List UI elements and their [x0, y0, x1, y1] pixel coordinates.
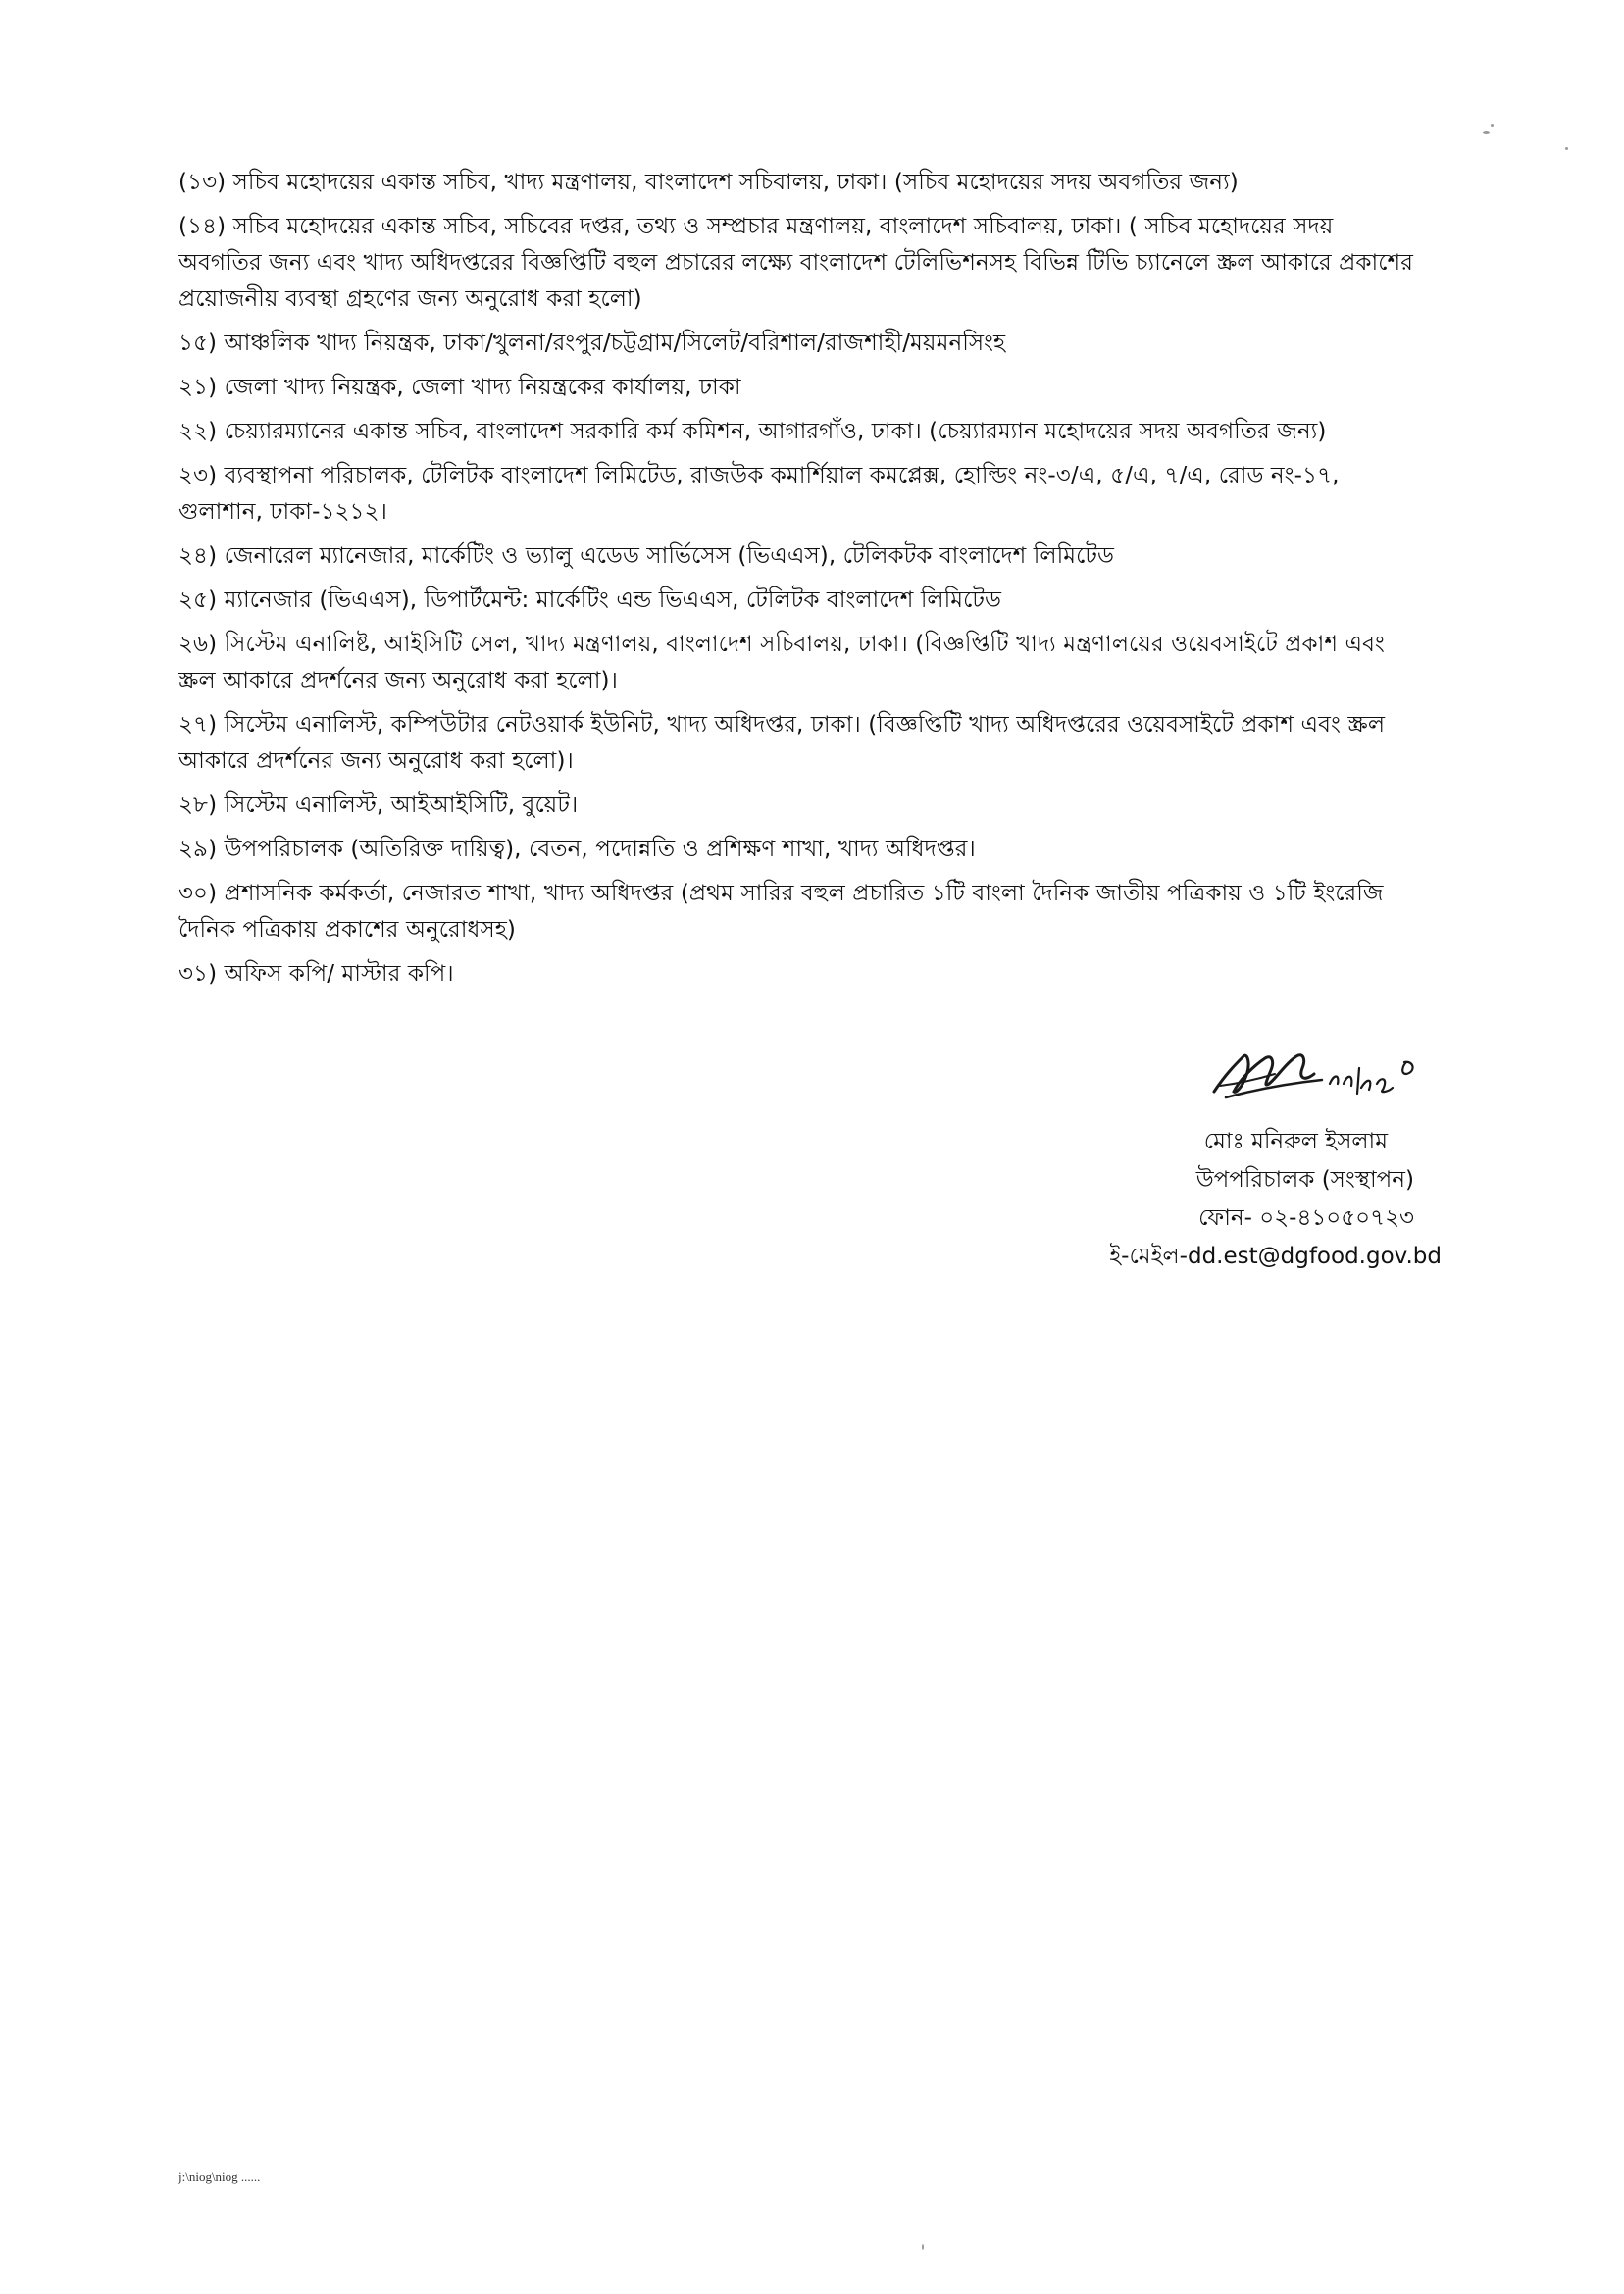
signatory-phone: ফোন- ০২-৪১০৫০৭২৩	[1198, 1205, 1414, 1231]
distribution-item: (১৩) সচিব মহোদয়ের একান্ত সচিব, খাদ্য মন্ত্রণালয়, বাংলাদেশ সচিবালয়, ঢাকা। (সচিব মহোদয়ের সদয় অবগতির জন্য)	[178, 170, 1239, 195]
distribution-item: ২৪) জেনারেল ম্যানেজার, মার্কেটিং ও ভ্যালু এডেড সার্ভিসেস (ভিএএস), টেলিকটক বাংলাদেশ লিমিটেড	[178, 543, 1114, 569]
distribution-item: ২৩) ব্যবস্থাপনা পরিচালক, টেলিটক বাংলাদেশ লিমিটেড, রাজউক কমার্শিয়াল কমপ্লেক্স, হোল্ডিং নং-৩/এ, ৫/এ, ৭/এ, রোড নং-১৭, গুলাশান, ঢাকা-১২১২।	[178, 463, 1340, 525]
distribution-item: ২১) জেলা খাদ্য নিয়ন্ত্রক, জেলা খাদ্য নিয়ন্ত্রকের কার্যালয়, ঢাকা	[178, 375, 741, 400]
handwritten-signature	[1206, 1035, 1442, 1113]
distribution-item: ২৭) সিস্টেম এনালিস্ট, কম্পিউটার নেটওয়ার্ক ইউনিট, খাদ্য অধিদপ্তর, ঢাকা। (বিজ্ঞপ্তিটি খাদ্য অধিদপ্তরের ওয়েবসাইটে প্রকাশ এবং স্ক্রল আকারে প্রদর্শনের জন্য অনুরোধ করা হলো)।	[178, 712, 1386, 774]
signatory-details	[1109, 1123, 1442, 1276]
distribution-item: ২৯) উপপরিচালক (অতিরিক্ত দায়িত্ব), বেতন, পদোন্নতি ও প্রশিক্ষণ শাখা, খাদ্য অধিদপ্তর।	[178, 837, 976, 862]
distribution-item: ২৮) সিস্টেম এনালিস্ট, আইআইসিটি, বুয়েট।	[178, 792, 579, 818]
distribution-item: ৩১) অফিস কপি/ মাস্টার কপি।	[178, 961, 454, 987]
signatory-designation: উপপরিচালক (সংস্থাপন)	[1195, 1167, 1414, 1193]
scan-speck	[922, 2244, 924, 2250]
distribution-item: ২৬) সিস্টেম এনালিষ্ট, আইসিটি সেল, খাদ্য মন্ত্রণালয়, বাংলাদেশ সচিবালয়, ঢাকা। (বিজ্ঞপ্তিটি খাদ্য মন্ত্রণালয়ের ওয়েবসাইটে প্রকাশ এবং স্ক্রল আকারে প্রদর্শনের জন্য অনুরোধ করা হলো)।	[178, 632, 1385, 693]
distribution-item: ২২) চেয়্যারম্যানের একান্ত সচিব, বাংলাদেশ সরকারি কর্ম কমিশন, আগারগাঁও, ঢাকা। (চেয়্যারম্যান মহোদয়ের সদয় অবগতির জন্য)	[178, 419, 1327, 444]
signatory-email: ই-মেইল-dd.est@dgfood.gov.bd	[1109, 1244, 1442, 1269]
scan-speck	[1491, 124, 1494, 127]
distribution-item: ১৫) আঞ্চলিক খাদ্য নিয়ন্ত্রক, ঢাকা/খুলনা/রংপুর/চট্টগ্রাম/সিলেট/বরিশাল/রাজশাহী/ময়মনসিংহ	[178, 331, 1006, 356]
footer-file-path: j:\niog\niog ......	[178, 2169, 261, 2184]
distribution-item: (১৪) সচিব মহোদয়ের একান্ত সচিব, সচিবের দপ্তর, তথ্য ও সম্প্রচার মন্ত্রণালয়, বাংলাদেশ সচিবালয়, ঢাকা। ( সচিব মহোদয়ের সদয় অবগতির জন্য এবং খাদ্য অধিদপ্তরের বিজ্ঞপ্তিটি বহুল প্রচারের লক্ষ্যে বাংলাদেশ টেলিভিশনসহ বিভিন্ন টিভি চ্যানেলে স্ক্রল আকারে প্রকাশের প্রয়োজনীয় ব্যবস্থা গ্রহণের জন্য অনুরোধ করা হলো)	[178, 214, 1413, 312]
signature-block	[1030, 1035, 1442, 1280]
signatory-name: মোঃ মনিরুল ইসলাম	[1203, 1129, 1388, 1154]
distribution-item: ২৫) ম্যানেজার (ভিএএস), ডিপার্টমেন্ট: মার্কেটিং এন্ড ভিএএস, টেলিটক বাংলাদেশ লিমিটেড	[178, 587, 1002, 613]
distribution-list	[178, 165, 1419, 1000]
scan-speck	[1483, 131, 1490, 134]
distribution-item: ৩০) প্রশাসনিক কর্মকর্তা, নেজারত শাখা, খাদ্য অধিদপ্তর (প্রথম সারির বহুল প্রচারিত ১টি বাংলা দৈনিক জাতীয় পত্রিকায় ও ১টি ইংরেজি দৈনিক পত্রিকায় প্রকাশের অনুরোধসহ)	[178, 881, 1384, 943]
scan-speck	[1565, 147, 1568, 150]
